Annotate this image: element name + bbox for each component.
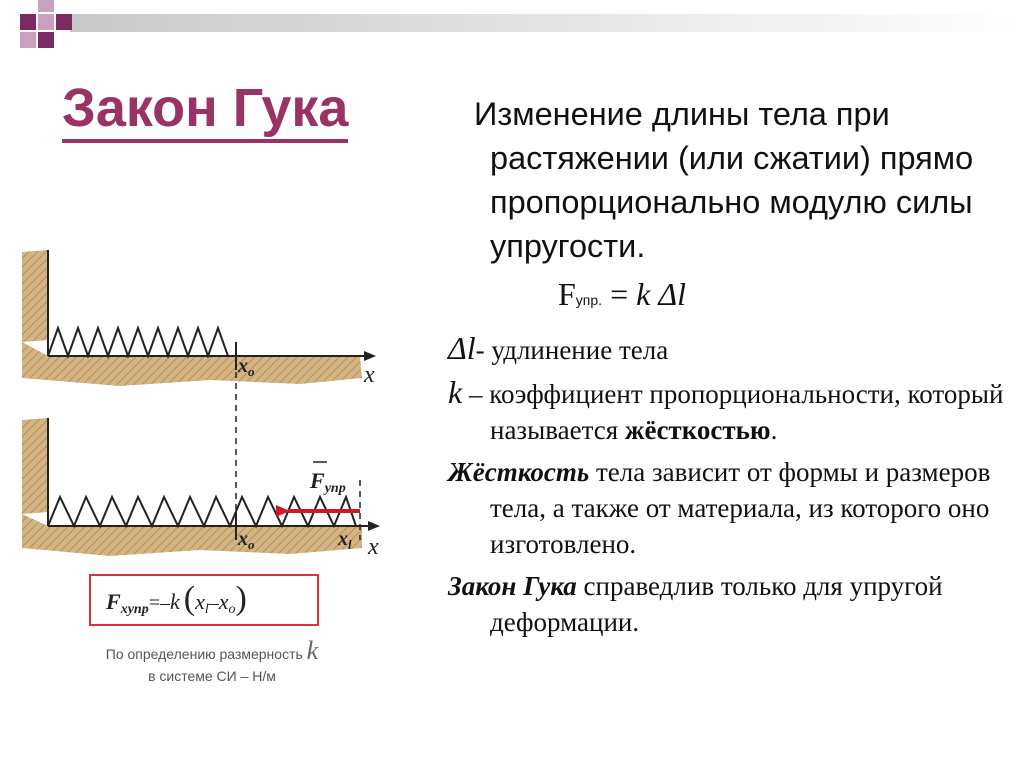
hooke-formula (558, 276, 686, 313)
law-term: Закон Гука (448, 571, 577, 601)
note-law-validity (448, 568, 1008, 640)
bottom-wall (22, 418, 48, 514)
caption-line1: По определению размерность (105, 646, 303, 662)
k-period: . (770, 415, 778, 445)
note-stiffness (448, 454, 1008, 562)
force-label: Fупр (310, 468, 346, 496)
x1-label: $x_l$ (338, 528, 352, 552)
top-x0-label: $x_o$ (238, 355, 255, 379)
k-symbol: k (448, 374, 463, 410)
top-spring (48, 328, 236, 356)
k-description: – коэффициент пропорциональности, который называется (462, 379, 1004, 445)
bottom-x0-label: $x_o$ (238, 528, 255, 552)
formula-force-subscript: упр. (575, 292, 603, 308)
note-coefficient (448, 374, 1008, 448)
formula-k: k (636, 276, 651, 312)
dl-description: - удлинение тела (475, 335, 669, 365)
formula-equals: = (602, 276, 637, 312)
dl-symbol: Δl (448, 330, 476, 366)
slide-title: Закон Гука (62, 80, 348, 143)
law-validity-text: справедлив только для упругой деформации. (490, 571, 943, 637)
notes-block (448, 330, 1008, 646)
caption-k: k (306, 636, 319, 665)
law-definition: Изменение длины тела при растяжении (или сжатии) прямо пропорционально модулю силы упругости. (474, 96, 974, 264)
stiffness-description: тела зависит от формы и размеров тела, а также от материала, из которого оно изготовлено. (490, 457, 991, 559)
top-x-label: x (364, 362, 375, 388)
box-formula: Fхупр=–k (xl–xo) (106, 580, 247, 617)
bottom-x-label: x (368, 534, 379, 560)
caption-line2: в системе СИ – Н/м (148, 668, 276, 684)
note-elongation (448, 330, 1008, 368)
formula-force: F (558, 276, 576, 312)
formula-dl: Δl (658, 276, 686, 312)
si-unit-caption (62, 636, 362, 687)
k-stiffness-term: жёсткостью (624, 415, 771, 445)
stiffness-term: Жёсткость (448, 457, 590, 487)
top-wall (22, 250, 48, 342)
top-ground (22, 342, 362, 386)
